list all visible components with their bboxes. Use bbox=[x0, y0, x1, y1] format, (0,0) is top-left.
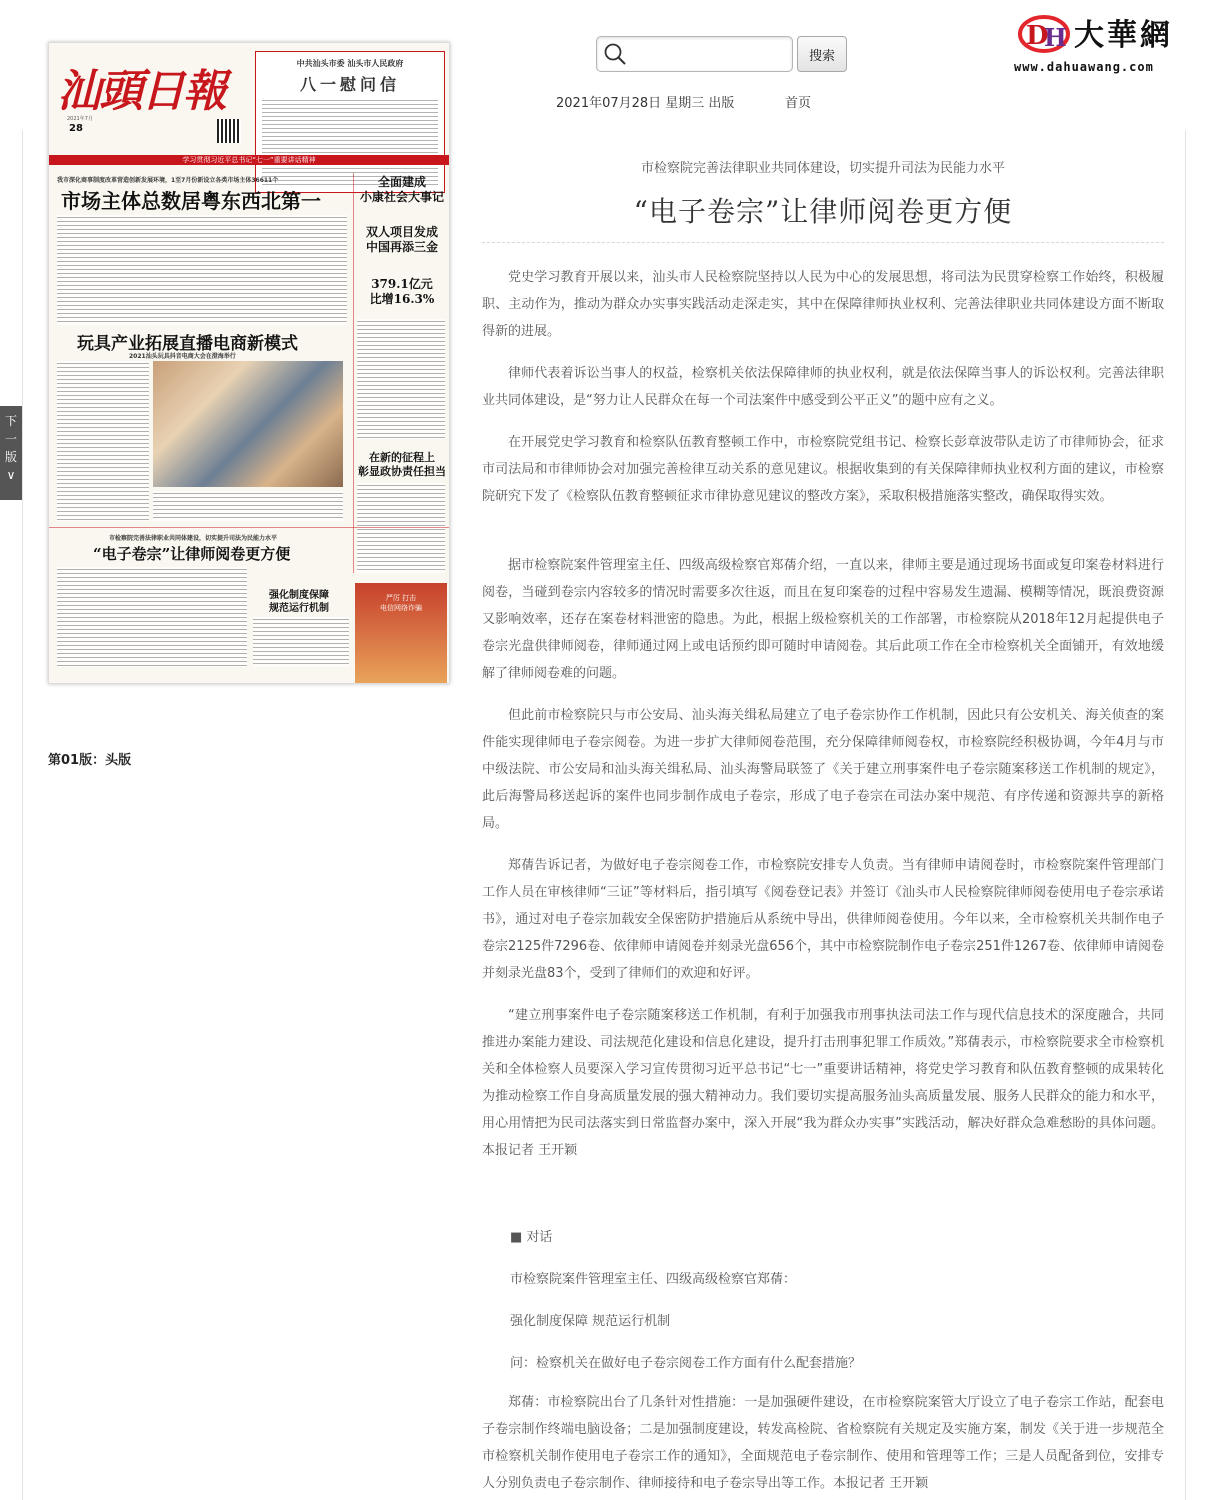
page-caption[interactable]: 第01版：头版 bbox=[48, 753, 132, 768]
qr-code-icon bbox=[217, 119, 241, 143]
column-divider bbox=[353, 173, 354, 573]
masthead-day: 28 bbox=[69, 123, 83, 134]
condolence-title: 八一慰问信 bbox=[299, 75, 400, 94]
search-button[interactable]: 搜索 bbox=[797, 36, 847, 72]
headline-1: 市场主体总数居粤东西北第一 bbox=[61, 189, 321, 213]
logo-url: www.dahuawang.com bbox=[1014, 60, 1154, 74]
text-block bbox=[357, 319, 445, 439]
search-input[interactable] bbox=[633, 41, 787, 67]
advertisement: 严厉 打击 电信网络诈骗 bbox=[355, 583, 447, 683]
article-paragraph: “建立刑事案件电子卷宗随案移送工作机制，有利于加强我市刑事执法司法工作与现代信息技术的深度融合，共同推进办案能力建设、司法规范化建设和信息化建设，提升打击刑事犯罪工作质效。”郑蒨表示，市检察院要求全市检察机关和全体检察人员要深入学习宣传贯彻习近平总书记“七一”重要讲话精神，将党史学习教育和队伍教育整顿的成果转化为推动检察工作自身高质量发展的强大精神动力。我们要切实提高服务汕头高质量发展、服务人民群众的能力和水平，用心用情把为民司法落实到日常监督办案中，深入开展“我为群众办实事”实践活动，解决好群众急难愁盼的具体问题。本报记者 王开颖 bbox=[482, 1008, 1164, 1158]
article-subtitle: 市检察院完善法律职业共同体建设，切实提升司法为民能力水平 bbox=[640, 161, 1005, 176]
article-paragraph: 在开展党史学习教育和检察队伍教育整顿工作中，市检察院党组书记、检察长彭章波带队走访了市律师协会，征求市司法局和市律师协会对加强完善检律互动关系的意见建议。根据收集到的有关保障律师执业权利方面的建议，市检察院研究下发了《检察队伍教育整顿征求市律协意见建议的整改方案》，采取积极措施落实整改，确保取得实效。 bbox=[482, 435, 1164, 504]
toy-industry-photo bbox=[153, 361, 343, 487]
dialog-person: 市检察院案件管理室主任、四级高级检察官郑蒨： bbox=[510, 1272, 797, 1287]
headline-1-kicker: 我市深化商事制度改革营造创新发展环境，1至7月份新设立各类市场主体36611个 bbox=[57, 177, 279, 184]
condolence-issuer: 中共汕头市委 汕头市人民政府 bbox=[296, 59, 404, 68]
condolence-letter-box bbox=[255, 51, 445, 193]
headline-2-sub: 2021汕头玩具抖音电商大会在澄海举行 bbox=[129, 353, 236, 360]
svg-text:D: D bbox=[1026, 21, 1049, 51]
text-block bbox=[57, 567, 247, 667]
issue-date: 2021年07月28日 星期三 出版 bbox=[556, 96, 735, 111]
text-block bbox=[57, 215, 347, 325]
dialog-answer: 郑蒨：市检察院出台了几条针对性措施：一是加强硬件建设，在市检察院案管大厅设立了电子卷宗工作站，配套电子卷宗制作终端电脑设备；二是加强制度建设，转发高检院、省检察院有关规定及实施方案，制发《关于进一步规范全市检察机关制作使用电子卷宗工作的通知》，全面规范电子卷宗制作、使用和管理等工作；三是人员配备到位，安排专人分别负责电子卷宗制作、律师接待和电子卷宗导出等工作。本报记者 王开颖 bbox=[482, 1395, 1164, 1491]
side-headline-3: 379.1亿元 比增16.3% bbox=[369, 277, 435, 306]
article-paragraph: 但此前市检察院只与市公安局、汕头海关缉私局建立了电子卷宗协作工作机制，因此只有公安机关、海关侦查的案件能实现律师电子卷宗阅卷。为进一步扩大律师阅卷范围，充分保障律师阅卷权，市检察院经积极协调，今年4月与市中级法院、市公安局和汕头海关缉私局、汕头海警局联签了《关于建立刑事案件电子卷宗随案移送工作机制的规定》，此后海警局移送起诉的案件也同步制作成电子卷宗，形成了电子卷宗在司法办案中规范、有序传递和资源共享的新格局。 bbox=[482, 708, 1164, 831]
logo-text: 大華網 bbox=[1074, 18, 1173, 53]
dialog-question: 问：检察机关在做好电子卷宗阅卷工作方面有什么配套措施？ bbox=[510, 1356, 862, 1371]
text-block bbox=[262, 98, 438, 186]
side-headline-2: 双人项目发成 中国再添三金 bbox=[365, 225, 438, 254]
text-block bbox=[357, 483, 445, 573]
newspaper-masthead: 汕頭日報 bbox=[57, 66, 225, 117]
dialog-title: 强化制度保障 规范运行机制 bbox=[510, 1314, 671, 1329]
headline-2: 玩具产业拓展直播电商新模式 bbox=[77, 334, 298, 354]
headline-3: “电子卷宗”让律师阅卷更方便 bbox=[93, 545, 291, 563]
svg-text:H: H bbox=[1044, 23, 1067, 52]
text-block bbox=[57, 361, 149, 521]
article-paragraph: 据市检察院案件管理室主任、四级高级检察官郑蒨介绍，一直以来，律师主要是通过现场书面或复印案卷材料进行阅卷，当碰到卷宗内容较多的情况时需要多次往返，而且在复印案卷的过程中容易发生遗漏、模糊等情况，既浪费资源又影响效率，还存在案卷材料泄密的隐患。为此，根据上级检察机关的工作部署，市检察院从2018年12月起提供电子卷宗光盘供律师阅卷，律师通过网上或电话预约即可随时申请阅卷。其后此项工作在全市检察机关全面铺开，有效地缓解了律师阅卷难的问题。 bbox=[482, 558, 1164, 681]
masthead-date: 2021年7月 bbox=[67, 116, 93, 122]
home-link[interactable]: 首页 bbox=[785, 96, 812, 111]
side-headline-1: 全面建成 小康社会大事记 bbox=[359, 175, 444, 204]
side-headline-4: 在新的征程上 彰显政协责任担当 bbox=[358, 451, 446, 478]
next-page-tab[interactable]: 下一版 ∨ bbox=[0, 406, 22, 500]
article-paragraph: 律师代表着诉讼当事人的权益，检察机关依法保障律师的执业权利，就是依法保障当事人的诉讼权利。完善法律职业共同体建设，是“努力让人民群众在每一个司法案件中感受到公平正义”的题中应有之义。 bbox=[482, 366, 1164, 408]
article-title: “电子卷宗”让律师阅卷更方便 bbox=[633, 195, 1013, 228]
text-block bbox=[253, 617, 349, 667]
red-banner: 学习贯彻习近平总书记“七一”重要讲话精神 bbox=[49, 155, 449, 165]
search-icon bbox=[603, 42, 627, 66]
search-box[interactable] bbox=[596, 36, 793, 72]
headline-3-kicker: 市检察院完善法律职业共同体建设，切实提升司法为民能力水平 bbox=[109, 535, 278, 542]
article-paragraph: 郑蒨告诉记者，为做好电子卷宗阅卷工作，市检察院安排专人负责。当有律师申请阅卷时，市检察院案件管理部门工作人员在审核律师“三证”等材料后，指引填写《阅卷登记表》并签订《汕头市人民检察院律师阅卷使用电子卷宗承诺书》，通过对电子卷宗加载安全保密防护措施后从系统中导出，供律师阅卷使用。今年以来，全市检察机关共制作电子卷宗2125件7296卷、依律师申请阅卷并刻录光盘656个，其中市检察院制作电子卷宗251件1267卷、依律师申请阅卷并刻录光盘83个，受到了律师们的欢迎和好评。 bbox=[482, 858, 1164, 981]
text-block bbox=[153, 491, 343, 521]
title-divider bbox=[482, 242, 1164, 243]
newspaper-page-thumbnail[interactable] bbox=[48, 42, 450, 684]
section-divider bbox=[49, 527, 449, 528]
side-headline-5: 强化制度保障 规范运行机制 bbox=[269, 590, 329, 614]
article-paragraph: 党史学习教育开展以来，汕头市人民检察院坚持以人民为中心的发展思想，将司法为民贯穿检察工作始终，积极履职、主动作为，推动为群众办实事实践活动走深走实，其中在保障律师执业权利、完善法律职业共同体建设方面不断取得新的进展。 bbox=[482, 270, 1164, 339]
dialog-heading: ■ 对话 bbox=[510, 1230, 553, 1245]
